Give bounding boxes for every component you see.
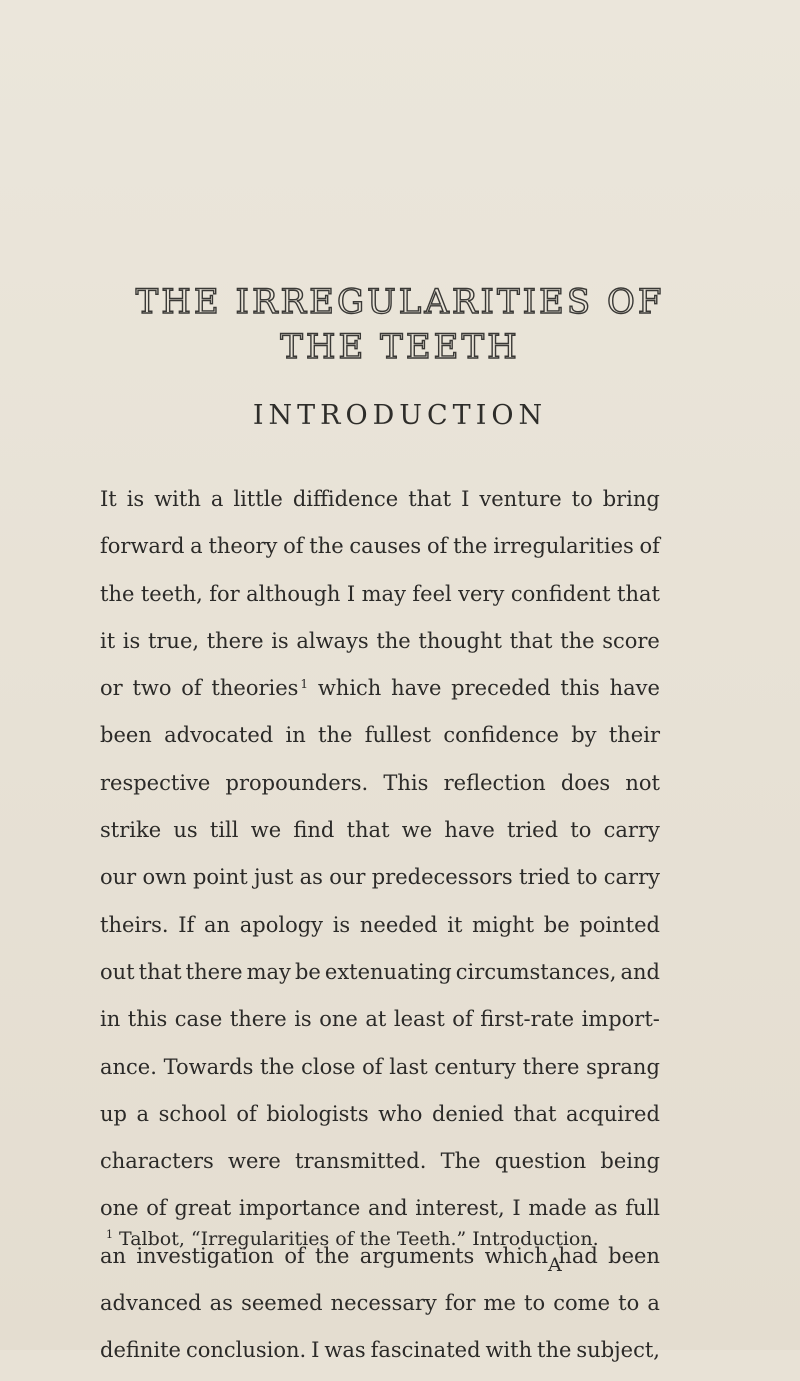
text-line: been advocated in the fullest confidence by their: [100, 723, 660, 748]
text-line: the teeth, for although I may feel very confident that: [100, 581, 660, 606]
section-heading: INTRODUCTION: [252, 400, 548, 431]
text-line: ance. Towards the close of last century there sprang: [100, 1054, 660, 1079]
text-line: our own point just as our predecessors tried to carry: [100, 865, 660, 890]
text-line: an investigation of the arguments which had been: [100, 1243, 660, 1268]
text-line: It is with a little diffidence that I venture to bring: [100, 487, 660, 511]
text-line: advanced as seemed necessary for me to come to a: [100, 1291, 660, 1316]
text-line: forward a theory of the causes of the irregularities of: [100, 534, 660, 559]
text-line: in this case there is one at least of first-rate import-: [100, 1007, 660, 1032]
footnote-marker: 1: [106, 1228, 113, 1241]
text-line: theirs. If an apology is needed it might be pointed: [100, 912, 660, 937]
book-title-line-2: THE TEETH: [280, 327, 520, 367]
text-line: characters were transmitted. The question being: [100, 1149, 660, 1174]
text-line: or two of theories $^1$ which have preceded this have: [100, 676, 660, 701]
text-line: one of great importance and interest, I made as full: [100, 1196, 660, 1221]
text-line: definite conclusion. I was fascinated with the subject,: [100, 1338, 660, 1363]
footnote: [106, 1228, 666, 1250]
text-line: respective propounders. This reflection does not: [100, 770, 660, 795]
text-line: out that there may be extenuating circumstances, and: [100, 959, 660, 984]
text-line: up a school of biologists who denied that acquired: [100, 1101, 660, 1126]
text-line: strike us till we find that we have tried to carry: [100, 818, 660, 843]
book-title-line-1: THE IRREGULARITIES OF: [135, 282, 665, 322]
signature-mark: A: [548, 1254, 562, 1276]
footnote-reference: 1: [300, 677, 309, 692]
text-line: it is true, there is always the thought that the score: [100, 628, 660, 653]
footnote-text: Talbot, “Irregularities of the Teeth.” Introduction.: [119, 1228, 599, 1250]
